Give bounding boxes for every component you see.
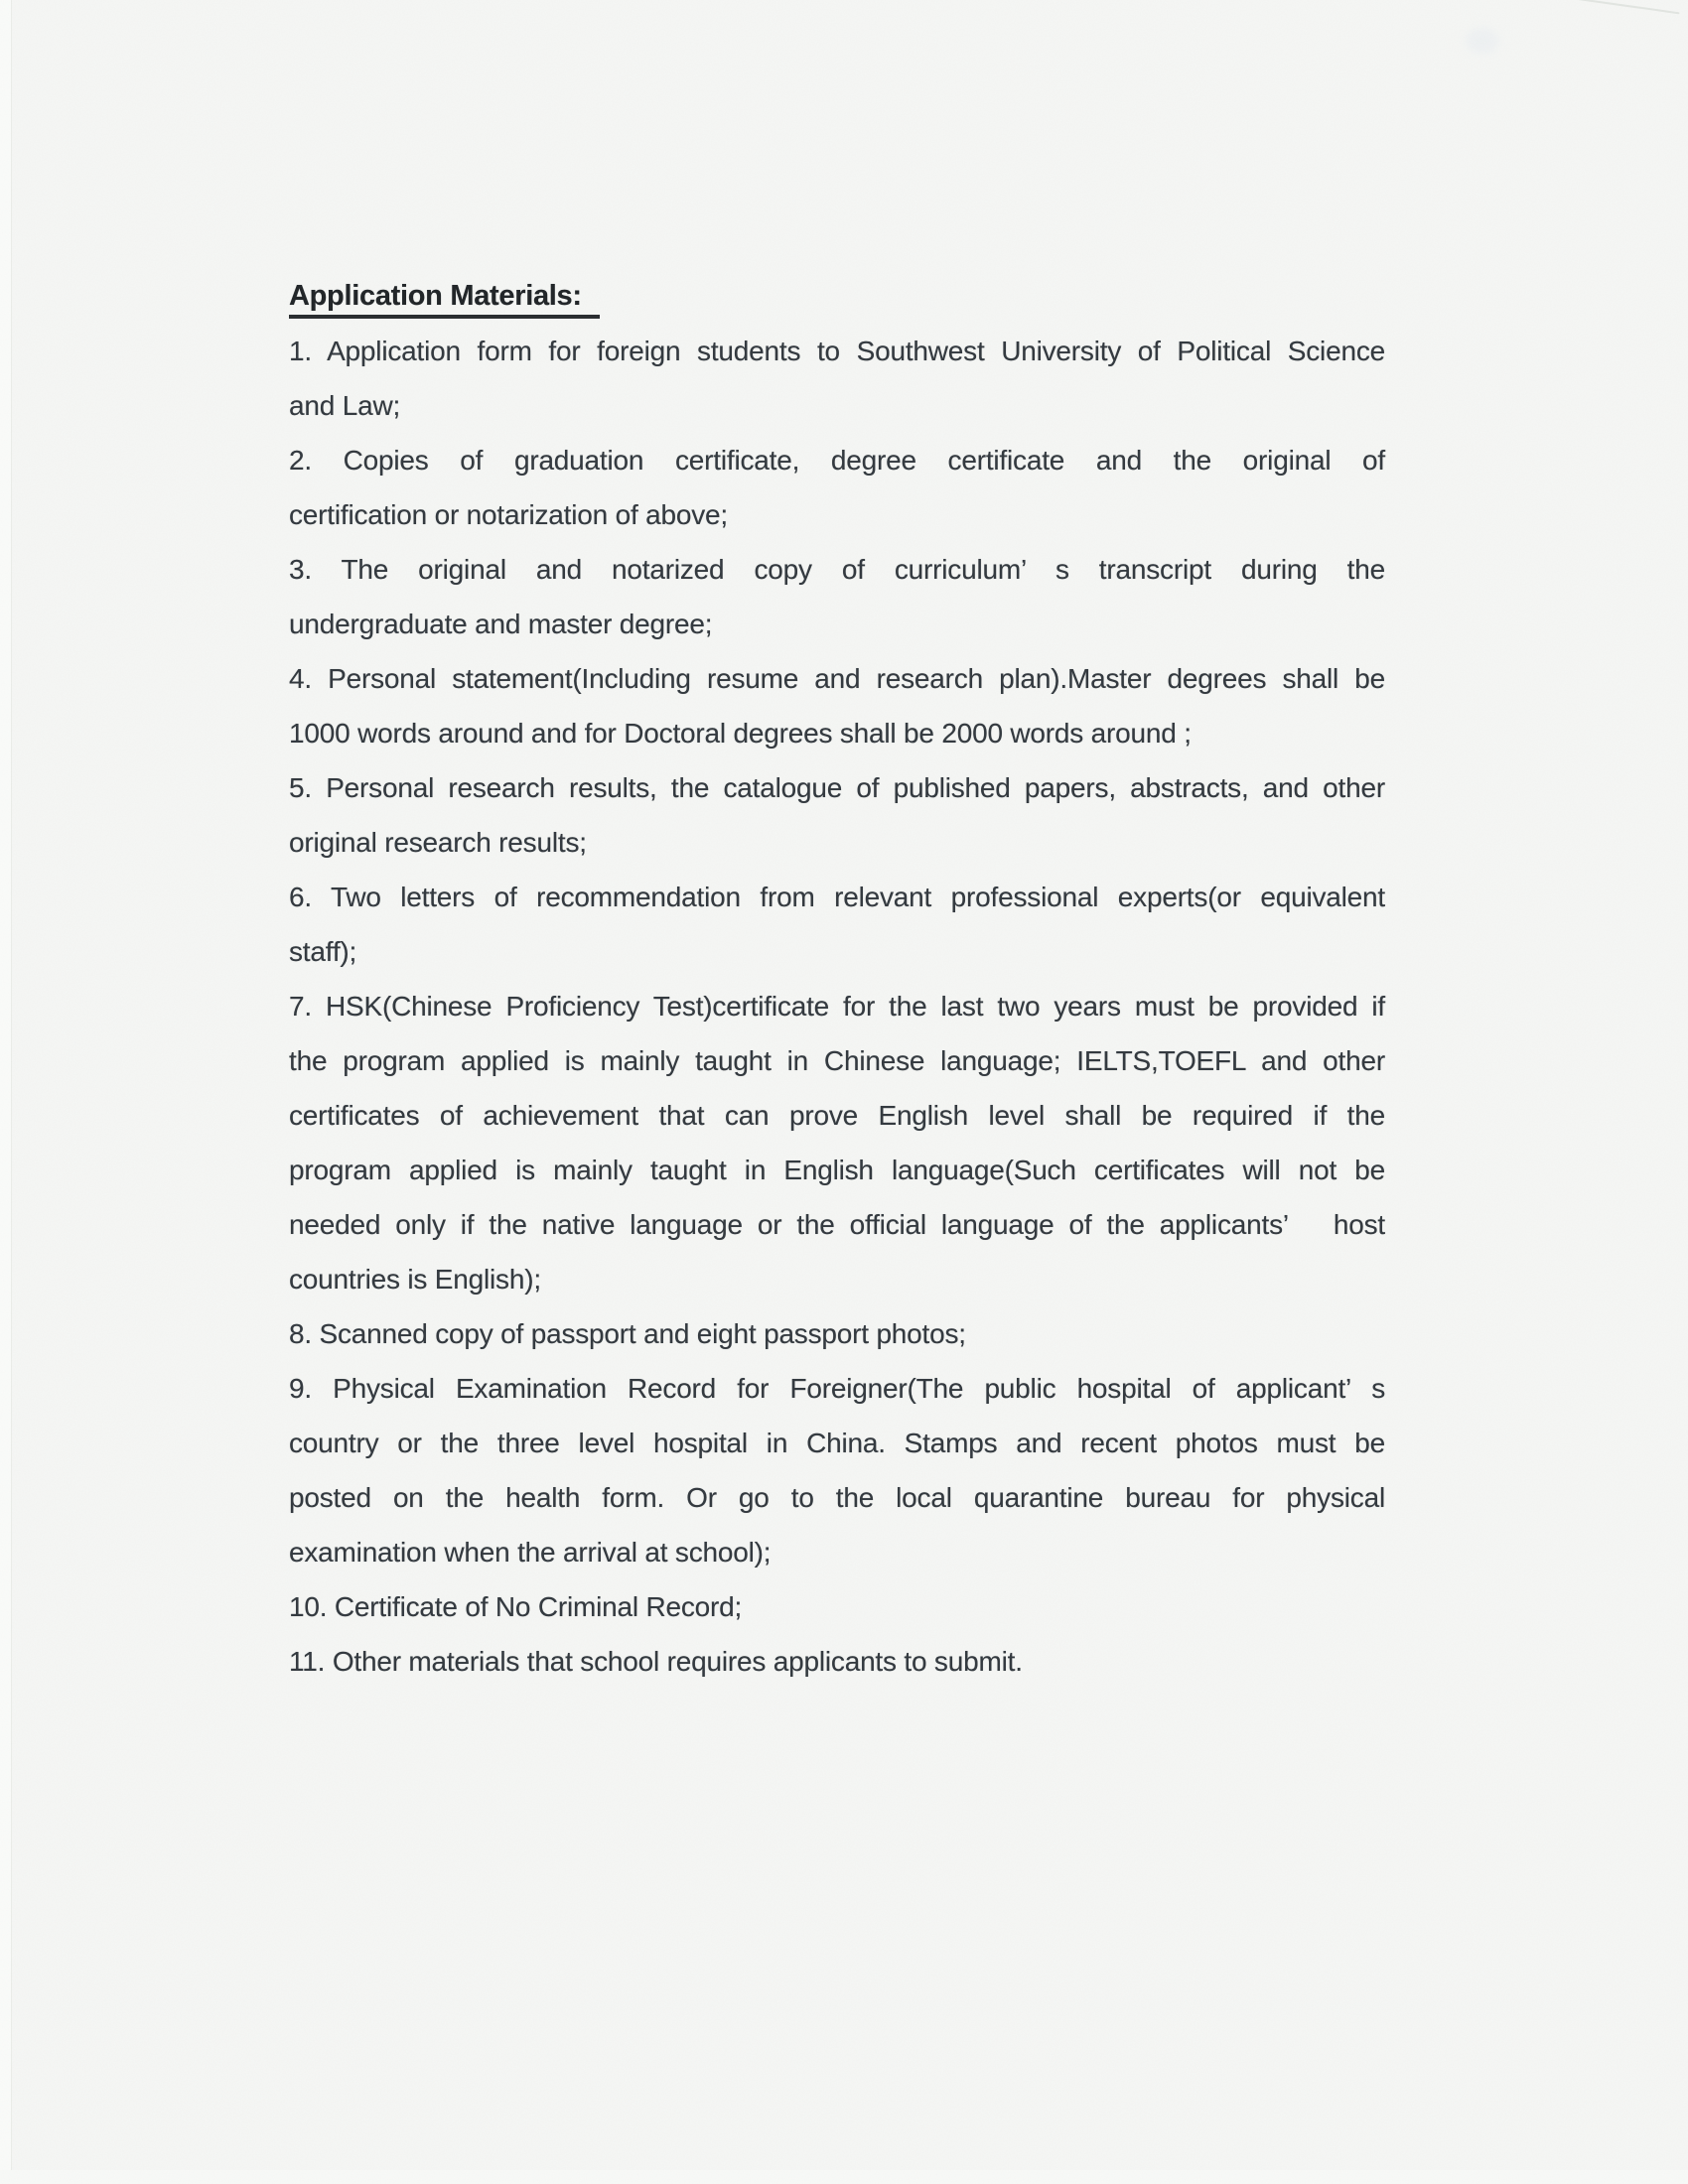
text-line: countries is English); [289, 1264, 541, 1295]
text-line: 7. HSK(Chinese Proficiency Test)certificate for the last two years must be provided if [289, 991, 1385, 1022]
text-line: 4. Personal statement(Including resume and research plan).Master degrees shall be [289, 663, 1385, 694]
text-line: examination when the arrival at school); [289, 1537, 772, 1568]
text-line: certificates of achievement that can prove English level shall be required if the [289, 1100, 1385, 1131]
text-line: 6. Two letters of recommendation from relevant professional experts(or equivalent [289, 882, 1385, 912]
text-line: 5. Personal research results, the catalogue of published papers, abstracts, and other [289, 772, 1385, 803]
scan-edge-bottom [0, 2170, 1688, 2184]
list-item-10 [289, 1579, 1385, 1634]
text-line: 2. Copies of graduation certificate, degree certificate and the original of [289, 445, 1385, 476]
text-line: original research results; [289, 827, 587, 858]
text-line: 1000 words around and for Doctoral degrees shall be 2000 words around ; [289, 718, 1192, 749]
list-item-4 [289, 651, 1385, 760]
scan-scratch-artifact [1561, 0, 1679, 14]
list-item-8 [289, 1306, 1385, 1361]
text-line: certification or notarization of above; [289, 499, 729, 530]
text-line: 8. Scanned copy of passport and eight passport photos; [289, 1318, 966, 1349]
text-line: posted on the health form. Or go to the local quarantine bureau for physical [289, 1482, 1385, 1513]
document-heading [289, 269, 1385, 324]
list-item-1 [289, 324, 1385, 433]
list-item-6 [289, 870, 1385, 979]
list-item-5 [289, 760, 1385, 870]
document-body [289, 269, 1385, 1689]
list-item-3 [289, 542, 1385, 651]
list-item-11 [289, 1634, 1385, 1689]
text-line: staff); [289, 936, 357, 967]
text-line: 11. Other materials that school requires applicants to submit. [289, 1646, 1023, 1677]
text-line: country or the three level hospital in China. Stamps and recent photos must be [289, 1428, 1385, 1458]
scan-smudge-artifact [1466, 28, 1499, 54]
list-item-2 [289, 433, 1385, 542]
document-heading-text: Application Materials: [289, 280, 600, 319]
text-line: 3. The original and notarized copy of curriculum’ s transcript during the [289, 554, 1385, 585]
list-item-7 [289, 979, 1385, 1306]
list-item-9 [289, 1361, 1385, 1579]
text-line: needed only if the native language or the official language of the applicants’ host [289, 1209, 1385, 1240]
text-line: undergraduate and master degree; [289, 609, 713, 639]
text-line: 1. Application form for foreign students to Southwest University of Political Science [289, 336, 1385, 366]
text-line: the program applied is mainly taught in Chinese language; IELTS,TOEFL and other [289, 1045, 1385, 1076]
text-line: 9. Physical Examination Record for Foreigner(The public hospital of applicant’ s [289, 1373, 1385, 1404]
text-line: and Law; [289, 390, 401, 421]
text-line: 10. Certificate of No Criminal Record; [289, 1591, 743, 1622]
text-line: program applied is mainly taught in English language(Such certificates will not be [289, 1155, 1385, 1185]
scan-edge-left [0, 0, 12, 2184]
